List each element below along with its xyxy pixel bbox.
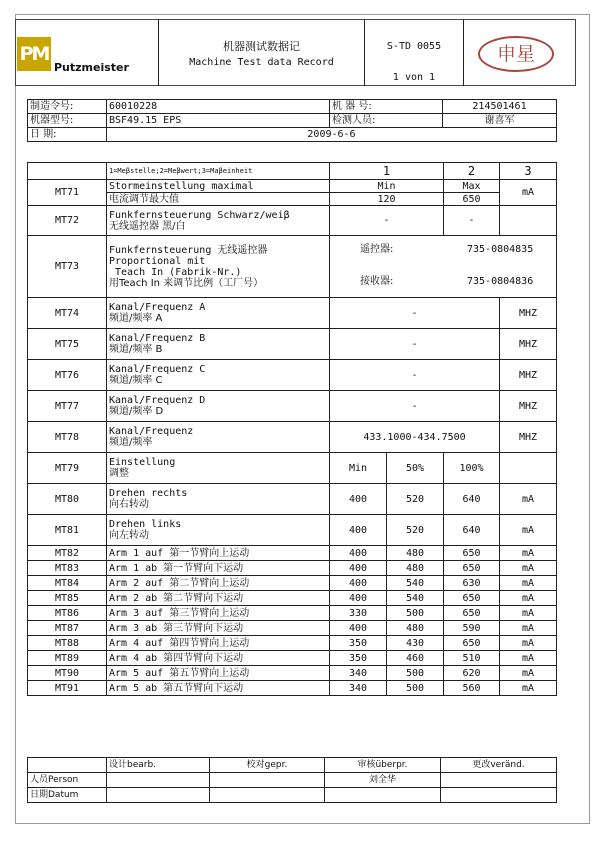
table-row-unit: MHZ (500, 329, 557, 360)
mt71-desc-de: Stormeinstellung maximal (107, 180, 330, 193)
col-header-2: 2 (444, 163, 500, 180)
table-row-desc: Arm 1 ab 第一节臂向下运动 (107, 561, 330, 576)
order-value: 60010228 (107, 100, 330, 114)
value-unit: mA (500, 576, 557, 591)
value-100: 590 (444, 621, 500, 636)
table-row-desc: Arm 5 auf 第五节臂向上运动 (107, 666, 330, 681)
value-50: 480 (387, 621, 444, 636)
value-unit: mA (500, 484, 557, 515)
value-min: 330 (330, 606, 387, 621)
table-row-code: MT75 (28, 329, 107, 360)
mt71-max-value: 650 (444, 193, 500, 206)
desc-de: Kanal/Frequenz B (109, 333, 206, 344)
doc-number: S-TD 0055 (386, 41, 442, 52)
value-unit: mA (500, 636, 557, 651)
mt71-code: MT71 (28, 180, 107, 206)
value-unit: mA (500, 591, 557, 606)
table-row-value: - (330, 298, 500, 329)
info-table (27, 99, 557, 142)
value-min: 350 (330, 636, 387, 651)
mt72-desc-de: Funkfernsteuerung Schwarz/weiβ (109, 209, 290, 221)
table-row-desc (107, 484, 330, 515)
table-row-code: MT76 (28, 360, 107, 391)
value-min: 400 (330, 546, 387, 561)
desc-de: Drehen links (109, 519, 182, 530)
table-row-desc: Arm 5 ab 第五节臂向下运动 (107, 681, 330, 696)
title-cn: 机器测试数据记 (223, 40, 300, 53)
company-stamp: 申星 (478, 36, 554, 72)
remote-label: 遥控器: (360, 243, 394, 255)
mt71-max-label: Max (444, 180, 500, 193)
value-50: 540 (387, 576, 444, 591)
desc-cn: 调整 (109, 468, 129, 479)
col-header-1: 1 (330, 163, 444, 180)
value-min: 350 (330, 651, 387, 666)
inspector-label: 检测人员: (330, 114, 443, 128)
table-row-code: MT87 (28, 621, 107, 636)
value-unit: mA (500, 546, 557, 561)
signature-table (27, 757, 557, 803)
table-row-code: MT86 (28, 606, 107, 621)
footer-header-change: 更改veränd. (441, 758, 557, 773)
desc-de: Kanal/Frequenz D (109, 395, 206, 406)
title-en: Machine Test data Record (189, 57, 334, 68)
value-100: 510 (444, 651, 500, 666)
table-row-value: - (330, 391, 500, 422)
value-50: 500 (387, 681, 444, 696)
mt71-unit: mA (500, 180, 557, 206)
value-50: 430 (387, 636, 444, 651)
mt79-desc (107, 453, 330, 484)
logo-mark: PM (17, 37, 51, 71)
value-min: 400 (330, 576, 387, 591)
footer-header-review: 审核überpr. (325, 758, 441, 773)
remote-value: 735-0804835 (467, 243, 534, 255)
desc-cn: 向左转动 (109, 530, 149, 541)
table-row-code: MT83 (28, 561, 107, 576)
table-row-code: MT78 (28, 422, 107, 453)
mt79-col-50: 50% (387, 453, 444, 484)
value-min: 400 (330, 591, 387, 606)
mt72-value-1: - (330, 206, 444, 236)
mt73-desc-2: Proportional mit (109, 255, 206, 267)
table-row-code: MT82 (28, 546, 107, 561)
table-row-desc: Arm 1 auf 第一节臂向上运动 (107, 546, 330, 561)
mt73-desc-3: Teach In (Fabrik-Nr.) (115, 266, 242, 278)
desc-cn: 频道/频率 B (109, 344, 163, 355)
desc-cn: 向右转动 (109, 499, 149, 510)
table-row-desc: Arm 3 ab 第三节臂向下运动 (107, 621, 330, 636)
model-value: BSF49.15 EPS (107, 114, 330, 128)
table-row-desc (107, 298, 330, 329)
value-50: 520 (387, 515, 444, 546)
mt73-code: MT73 (28, 236, 107, 298)
inspector-value: 谢喜军 (443, 114, 557, 128)
mt73-desc-1: Funkfernsteuerung 无线遥控器 (109, 244, 268, 256)
col-header-3: 3 (500, 163, 557, 180)
table-row-code: MT89 (28, 651, 107, 666)
desc-cn: 频道/频率 A (109, 313, 163, 324)
table-row-desc (107, 422, 330, 453)
value-min: 340 (330, 666, 387, 681)
table-row-unit: MHZ (500, 422, 557, 453)
person-label: 人员Person (28, 773, 107, 788)
value-50: 460 (387, 651, 444, 666)
table-row-code: MT80 (28, 484, 107, 515)
table-row-desc: Arm 2 ab 第二节臂向下运动 (107, 591, 330, 606)
table-row-code: MT77 (28, 391, 107, 422)
value-100: 620 (444, 666, 500, 681)
desc-de: Kanal/Frequenz (109, 426, 194, 437)
table-row-unit: MHZ (500, 391, 557, 422)
desc-cn: 频道/频率 C (109, 375, 163, 386)
table-row-desc: Arm 4 ab 第四节臂向下运动 (107, 651, 330, 666)
test-table (27, 162, 557, 696)
value-unit: mA (500, 515, 557, 546)
value-100: 640 (444, 515, 500, 546)
mt72-code: MT72 (28, 206, 107, 236)
value-min: 400 (330, 515, 387, 546)
mt71-min-value: 120 (330, 193, 444, 206)
table-row-desc: Arm 2 auf 第二节臂向上运动 (107, 576, 330, 591)
date-value: 2009-6-6 (107, 128, 557, 142)
mt72-desc-cn: 无线遥控器 黑/白 (109, 220, 186, 232)
table-row-unit: MHZ (500, 298, 557, 329)
value-min: 340 (330, 681, 387, 696)
table-row-code: MT91 (28, 681, 107, 696)
date-row-label: 日期Datum (28, 788, 107, 803)
table-row-desc (107, 329, 330, 360)
mt72-value-2: - (444, 206, 500, 236)
value-unit: mA (500, 621, 557, 636)
mt79-col-100: 100% (444, 453, 500, 484)
logo-text: Putzmeister (54, 61, 129, 74)
value-50: 520 (387, 484, 444, 515)
value-100: 650 (444, 606, 500, 621)
value-unit: mA (500, 606, 557, 621)
footer-header-check: 校对gepr. (210, 758, 325, 773)
receiver-label: 接收器: (360, 275, 394, 287)
value-min: 400 (330, 561, 387, 576)
table-row-desc (107, 360, 330, 391)
table-row-value: - (330, 329, 500, 360)
machine-no-label: 机 器 号: (330, 100, 443, 114)
value-unit: mA (500, 561, 557, 576)
table-row-value: - (330, 360, 500, 391)
mt79-code: MT79 (28, 453, 107, 484)
desc-cn: 频道/频率 (109, 437, 153, 448)
legend: 1=Meβstelle;2=Meβwert;3=Maβeinheit (107, 163, 330, 180)
mt71-desc-cn: 电流调节最大值 (107, 193, 330, 206)
mt71-min-label: Min (330, 180, 444, 193)
table-row-code: MT84 (28, 576, 107, 591)
value-100: 560 (444, 681, 500, 696)
value-50: 500 (387, 666, 444, 681)
table-row-code: MT90 (28, 666, 107, 681)
machine-no-value: 214501461 (443, 100, 557, 114)
value-100: 650 (444, 591, 500, 606)
value-100: 630 (444, 576, 500, 591)
header-divider-3 (463, 19, 464, 86)
desc-de: Drehen rechts (109, 488, 188, 499)
table-row-code: MT88 (28, 636, 107, 651)
mt73-values (330, 236, 557, 298)
value-min: 400 (330, 621, 387, 636)
value-100: 650 (444, 561, 500, 576)
table-row-code: MT81 (28, 515, 107, 546)
order-label: 制造令号: (28, 100, 107, 114)
value-unit: mA (500, 681, 557, 696)
value-min: 400 (330, 484, 387, 515)
value-100: 650 (444, 636, 500, 651)
value-100: 650 (444, 546, 500, 561)
putzmeister-logo (17, 37, 155, 75)
page-number: 1 von 1 (392, 72, 436, 83)
mt72-desc (107, 206, 330, 236)
table-row-desc: Arm 4 auf 第四节臂向上运动 (107, 636, 330, 651)
value-50: 480 (387, 561, 444, 576)
table-row-unit: MHZ (500, 360, 557, 391)
desc-de: Kanal/Frequenz C (109, 364, 206, 375)
receiver-value: 735-0804836 (467, 275, 534, 287)
value-unit: mA (500, 651, 557, 666)
value-unit: mA (500, 666, 557, 681)
value-50: 480 (387, 546, 444, 561)
table-row-code: MT74 (28, 298, 107, 329)
footer-header-design: 设计bearb. (107, 758, 210, 773)
table-row-desc (107, 391, 330, 422)
value-50: 540 (387, 591, 444, 606)
value-100: 640 (444, 484, 500, 515)
desc-de: Einstellung (109, 457, 176, 468)
date-label: 日 期: (28, 128, 107, 142)
mt73-desc-4: 用Teach In 来调节比例（工厂号） (109, 277, 264, 289)
mt73-desc (107, 236, 330, 298)
table-row-value: 433.1000-434.7500 (330, 422, 500, 453)
value-50: 500 (387, 606, 444, 621)
table-row-desc (107, 515, 330, 546)
model-label: 机器型号: (28, 114, 107, 128)
mt79-col-min: Min (330, 453, 387, 484)
reviewer-name: 刘全华 (325, 773, 441, 788)
desc-cn: 频道/频率 D (109, 406, 164, 417)
desc-de: Kanal/Frequenz A (109, 302, 206, 313)
table-row-code: MT85 (28, 591, 107, 606)
table-row-desc: Arm 3 auf 第三节臂向上运动 (107, 606, 330, 621)
